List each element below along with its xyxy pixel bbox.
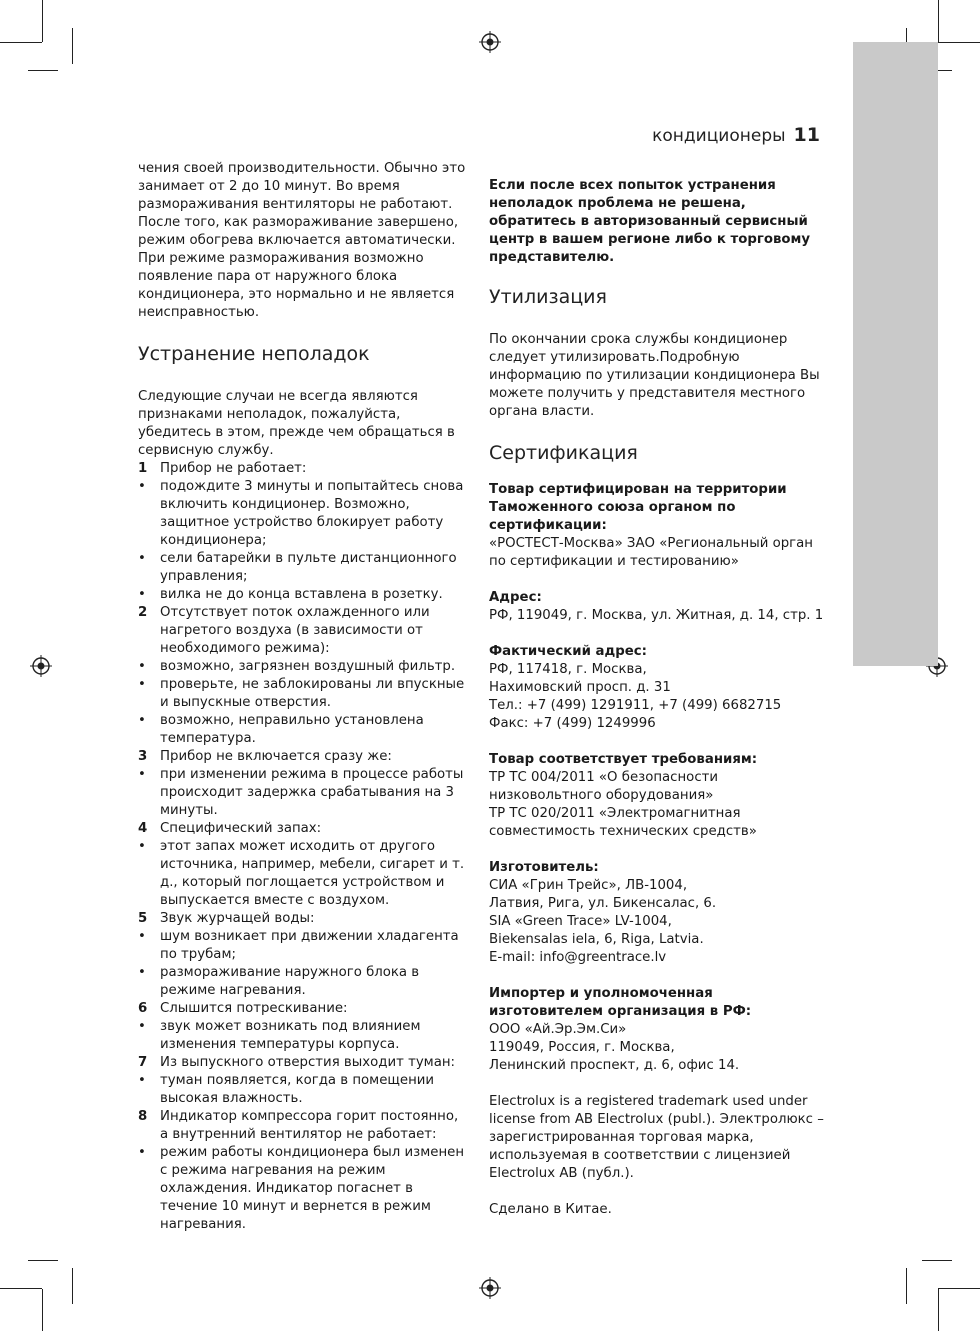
- crop-mark: [72, 1268, 73, 1304]
- item-marker: •: [138, 551, 146, 566]
- item-marker: •: [138, 677, 146, 692]
- troubleshooting-heading: Устранение неполадок: [138, 343, 370, 365]
- item-marker: 7: [138, 1055, 148, 1070]
- item-text: Звук журчащей воды:: [160, 911, 315, 926]
- item-text: размораживание наружного блока в режиме нагревания.: [160, 965, 420, 998]
- disposal-text: По окончании срока службы кондиционер следует утилизировать.Подробную информацию по утилизации кондиционера Вы можете получить у представителя местного органа власти.: [489, 332, 820, 419]
- item-marker: •: [138, 965, 146, 980]
- item-marker: 1: [138, 461, 148, 476]
- crop-mark: [72, 28, 73, 64]
- bullet-item: [138, 1144, 468, 1234]
- item-text: вилка не до конца вставлена в розетку.: [160, 587, 443, 602]
- manufacturer-line: Латвия, Рига, ул. Бикенсалас, 6.: [489, 896, 717, 911]
- item-text: шум возникает при движении хладагента по трубам;: [160, 929, 459, 962]
- importer-line: ООО «Ай.Эр.Эм.Си»: [489, 1022, 627, 1037]
- intro-paragraph: чения своей производительности. Обычно это занимает от 2 до 10 минут. Во время размораживания вентиляторы не работают. После того, как размораживание завершено, режим обогрева включается автоматически. При режиме размораживания возможно появление пара от наружного блока кондиционера, это нормально и не является неисправностью.: [138, 161, 466, 320]
- troubleshooting-lead: Следующие случаи не всегда являются признаками неполадок, пожалуйста, убедитесь в этом, прежде чем обращаться в сервисную службу.: [138, 389, 455, 458]
- registration-mark-icon: [479, 31, 501, 53]
- item-marker: •: [138, 1019, 146, 1034]
- item-marker: •: [138, 587, 146, 602]
- registration-mark-icon: [30, 655, 52, 677]
- address-text: РФ, 119049, г. Москва, ул. Житная, д. 14, стр. 1: [489, 608, 824, 623]
- bullet-item: [138, 676, 468, 712]
- requirement-line: ТР ТС 020/2011 «Электромагнитная совместимость технических средств»: [489, 806, 757, 839]
- bullet-item: [138, 838, 468, 910]
- actual-address-label: Фактический адрес:: [489, 644, 647, 659]
- bullet-item: [138, 478, 468, 550]
- actual-line: РФ, 117418, г. Москва,: [489, 662, 647, 677]
- item-text: проверьте, не заблокированы ли впускные и выпускные отверстия.: [160, 677, 465, 710]
- crop-mark: [42, 0, 43, 42]
- item-text: Прибор не включается сразу же:: [160, 749, 392, 764]
- item-marker: •: [138, 929, 146, 944]
- item-text: Прибор не работает:: [160, 461, 307, 476]
- registration-mark-icon: [479, 1277, 501, 1299]
- item-text: Из выпускного отверстия выходит туман:: [160, 1055, 456, 1070]
- numbered-item: [138, 460, 468, 478]
- numbered-item: [138, 604, 468, 658]
- bullet-item: [138, 550, 468, 586]
- item-marker: •: [138, 767, 146, 782]
- item-text: при изменении режима в процессе работы происходит задержка срабатывания на 3 минуты.: [160, 767, 464, 818]
- item-marker: 4: [138, 821, 148, 836]
- item-marker: •: [138, 479, 146, 494]
- numbered-item: [138, 1108, 468, 1144]
- bullet-item: [138, 766, 468, 820]
- numbered-item: [138, 748, 468, 766]
- item-text: Слышится потрескивание:: [160, 1001, 348, 1016]
- numbered-item: [138, 910, 468, 928]
- item-marker: 6: [138, 1001, 148, 1016]
- address-label: Адрес:: [489, 590, 542, 605]
- manufacturer-line: Biekensalas iela, 6, Riga, Latvia.: [489, 932, 704, 947]
- disposal-heading: Утилизация: [489, 286, 607, 308]
- left-column: [138, 160, 468, 1234]
- crop-mark: [28, 1260, 58, 1261]
- crop-mark: [938, 1288, 980, 1289]
- item-marker: 5: [138, 911, 148, 926]
- requirements-label: Товар соответствует требованиям:: [489, 752, 758, 767]
- item-text: Отсутствует поток охлажденного или нагретого воздуха (в зависимости от необходимого режима):: [160, 605, 430, 656]
- importer-line: Ленинский проспект, д. 6, офис 14.: [489, 1058, 740, 1073]
- importer-label: Импортер и уполномоченная изготовителем организация в РФ:: [489, 986, 752, 1019]
- bullet-item: [138, 928, 468, 964]
- right-column: [489, 177, 824, 1219]
- side-tab: [853, 42, 938, 666]
- page-header: [652, 124, 820, 146]
- item-text: звук может возникать под влиянием изменения температуры корпуса.: [160, 1019, 421, 1052]
- item-marker: •: [138, 839, 146, 854]
- numbered-item: [138, 1000, 468, 1018]
- item-text: возможно, неправильно установлена температура.: [160, 713, 424, 746]
- item-text: подождите 3 минуты и попытайтесь снова включить кондиционер. Возможно, защитное устройство блокирует работу кондиционера;: [160, 479, 464, 548]
- cert-bold: Товар сертифицирован на территории Таможенного союза органом по сертификации:: [489, 482, 787, 533]
- page-number: 11: [793, 124, 820, 146]
- crop-mark: [0, 42, 42, 43]
- bullet-item: [138, 712, 468, 748]
- crop-mark: [0, 1288, 42, 1289]
- bullet-item: [138, 658, 468, 676]
- bullet-item: [138, 586, 468, 604]
- made-in-text: Сделано в Китае.: [489, 1202, 612, 1217]
- actual-line: Нахимовский просп. д. 31: [489, 680, 671, 695]
- bullet-item: [138, 1072, 468, 1108]
- item-text: Специфический запах:: [160, 821, 322, 836]
- item-marker: 3: [138, 749, 148, 764]
- trademark-text: Electrolux is a registered trademark used under license from AB Electrolux (publ.). Электролюкс – зарегистрированная торговая марка, используемая в соответствии с лицензией Electrolux AB (публ.).: [489, 1094, 824, 1181]
- manufacturer-line: СИА «Грин Трейс», ЛВ-1004,: [489, 878, 688, 893]
- item-text: режим работы кондиционера был изменен с режима нагревания на режим охлаждения. Индикатор погаснет в течение 10 минут и вернется в режим нагревания.: [160, 1145, 465, 1232]
- item-marker: 8: [138, 1109, 148, 1124]
- bullet-item: [138, 1018, 468, 1054]
- section-title: кондиционеры: [652, 126, 786, 146]
- item-marker: •: [138, 1145, 146, 1160]
- cert-text: «РОСТЕСТ-Москва» ЗАО «Региональный орган по сертификации и тестированию»: [489, 536, 813, 569]
- manufacturer-line: SIA «Green Trace» LV-1004,: [489, 914, 672, 929]
- crop-mark: [42, 1289, 43, 1331]
- importer-line: 119049, Россия, г. Москва,: [489, 1040, 675, 1055]
- certification-heading: Сертификация: [489, 442, 638, 464]
- fax-line: Факс: +7 (499) 1249996: [489, 716, 656, 731]
- item-marker: 2: [138, 605, 148, 620]
- item-marker: •: [138, 1073, 146, 1088]
- numbered-item: [138, 820, 468, 838]
- item-marker: •: [138, 659, 146, 674]
- bullet-item: [138, 964, 468, 1000]
- item-marker: •: [138, 713, 146, 728]
- crop-mark: [906, 1268, 907, 1304]
- crop-mark: [922, 1260, 952, 1261]
- crop-mark: [28, 70, 58, 71]
- item-text: возможно, загрязнен воздушный фильтр.: [160, 659, 456, 674]
- numbered-item: [138, 1054, 468, 1072]
- phone-line: Тел.: +7 (499) 1291911, +7 (499) 6682715: [489, 698, 782, 713]
- requirement-line: ТР ТС 004/2011 «О безопасности низковольтного оборудования»: [489, 770, 719, 803]
- troubleshooting-list: [138, 460, 468, 1234]
- crop-mark: [938, 0, 939, 42]
- crop-mark: [938, 42, 980, 43]
- item-text: Индикатор компрессора горит постоянно, а внутренний вентилятор не работает:: [160, 1109, 459, 1142]
- item-text: туман появляется, когда в помещении высокая влажность.: [160, 1073, 435, 1106]
- crop-mark: [938, 1289, 939, 1331]
- item-text: сели батарейки в пульте дистанционного управления;: [160, 551, 457, 584]
- service-warning: Если после всех попыток устранения неполадок проблема не решена, обратитесь в авторизованный сервисный центр в вашем регионе либо к торговому представителю.: [489, 178, 811, 265]
- manufacturer-label: Изготовитель:: [489, 860, 599, 875]
- email-line: E-mail: info@greentrace.lv: [489, 950, 667, 965]
- item-text: этот запах может исходить от другого источника, например, мебели, сигарет и т. д., который поглощается устройством и выпускается вместе с воздухом.: [160, 839, 465, 908]
